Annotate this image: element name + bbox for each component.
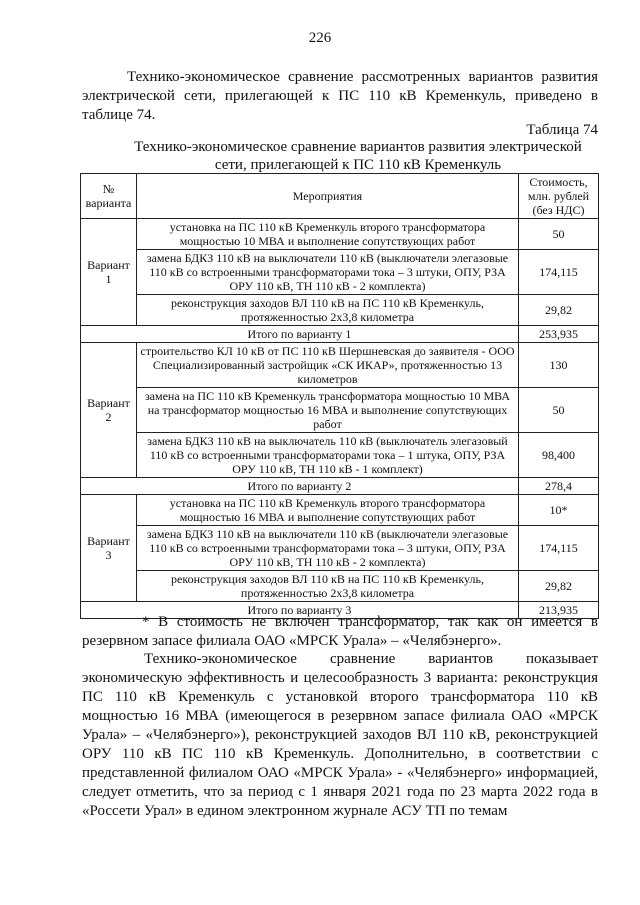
conclusion-paragraph: Технико-экономическое сравнение вариантов показывает экономическую эффективность и целесообразность 3 варианта: реконструкция ПС 110 кВ Кременкуль с установкой второго трансформатора 110 кВ мощностью 16 МВА (имеющегося в резервном запасе филиала ОАО «МРСК Урала» – «Челябэнерго»), реконструкцией заходов ВЛ 110 кВ, реконструкцией ОРУ 110 кВ ПС 110 кВ Кременкуль. Дополнительно, в соответствии с представленной филиалом ОАО «МРСК Урала» - «Челябэнерго» информацией, следует отметить, что за период с 1 января 2021 года по 23 марта 2022 года в «Россети Урал» в едином электронном журнале АСУ ТП по темам	[82, 651, 598, 819]
cost-cell: 29,82	[519, 571, 599, 602]
table-row	[81, 433, 599, 478]
header-cost: Стоимость, млн. рублей (без НДС)	[519, 174, 599, 219]
table-header-row	[81, 174, 599, 219]
cost-cell: 174,115	[519, 526, 599, 571]
header-measures: Мероприятия	[137, 174, 519, 219]
table-row	[81, 388, 599, 433]
total-label: Итого по варианту 3	[81, 602, 519, 619]
header-number: № варианта	[81, 174, 137, 219]
table-row	[81, 526, 599, 571]
table-caption: Технико-экономическое сравнение вариантов развития электрической сети, прилегающей к ПС 110 кВ Кременкуль	[134, 139, 582, 173]
table-row	[81, 250, 599, 295]
table-row	[81, 495, 599, 526]
cost-cell: 50	[519, 388, 599, 433]
table-row	[81, 295, 599, 326]
footnote: * В стоимость не включен трансформатор, так как он имеется в резервном запасе филиала ОАО «МРСК Урала» – «Челябэнерго».	[82, 614, 598, 649]
measure-cell: замена БДКЗ 110 кВ на выключатели 110 кВ (выключатели элегазовые 110 кВ со встроенными трансформаторами тока – 3 штуки, ОПУ, РЗА ОРУ 110 кВ, ТН 110 кВ - 2 комплекта)	[137, 250, 519, 295]
cost-cell: 29,82	[519, 295, 599, 326]
cost-cell: 174,115	[519, 250, 599, 295]
table-label: Таблица 74	[526, 122, 598, 138]
cost-cell: 130	[519, 343, 599, 388]
variant-label: Вариант 1	[81, 219, 137, 326]
page-number: 226	[308, 30, 332, 46]
table-row	[81, 219, 599, 250]
table-row	[81, 343, 599, 388]
total-row	[81, 478, 599, 495]
cost-cell: 50	[519, 219, 599, 250]
total-value: 213,935	[519, 602, 599, 619]
table-row	[81, 571, 599, 602]
measure-cell: реконструкция заходов ВЛ 110 кВ на ПС 110 кВ Кременкуль, протяженностью 2х3,8 километра	[137, 571, 519, 602]
total-label: Итого по варианту 1	[81, 326, 519, 343]
cost-cell: 10*	[519, 495, 599, 526]
measure-cell: замена БДКЗ 110 кВ на выключатели 110 кВ (выключатели элегазовые 110 кВ со встроенными трансформаторами тока – 3 штуки, ОПУ, РЗА ОРУ 110 кВ, ТН 110 кВ - 2 комплекта)	[137, 526, 519, 571]
total-label: Итого по варианту 2	[81, 478, 519, 495]
measure-cell: замена БДКЗ 110 кВ на выключатель 110 кВ (выключатель элегазовый 110 кВ со встроенными трансформаторами тока – 1 штука, ОПУ, РЗА ОРУ 110 кВ, ТН 110 кВ - 1 комплект)	[137, 433, 519, 478]
measure-cell: установка на ПС 110 кВ Кременкуль второго трансформатора мощностью 10 МВА и выполнение сопутствующих работ	[137, 219, 519, 250]
measure-cell: установка на ПС 110 кВ Кременкуль второго трансформатора мощностью 16 МВА и выполнение сопутствующих работ	[137, 495, 519, 526]
total-value: 278,4	[519, 478, 599, 495]
variant-label: Вариант 3	[81, 495, 137, 602]
variant-label: Вариант 2	[81, 343, 137, 478]
comparison-table	[80, 173, 599, 619]
total-row	[81, 326, 599, 343]
measure-cell: строительство КЛ 10 кВ от ПС 110 кВ Шершневская до заявителя - ООО Специализированный застройщик «СК ИКАР», протяженностью 13 километров	[137, 343, 519, 388]
intro-paragraph: Технико-экономическое сравнение рассмотренных вариантов развития электрической сети, прилегающей к ПС 110 кВ Кременкуль, приведено в таблице 74.	[82, 69, 598, 123]
total-value: 253,935	[519, 326, 599, 343]
measure-cell: замена на ПС 110 кВ Кременкуль трансформатора мощностью 10 МВА на трансформатор мощностью 16 МВА и выполнение сопутствующих работ	[137, 388, 519, 433]
cost-cell: 98,400	[519, 433, 599, 478]
measure-cell: реконструкция заходов ВЛ 110 кВ на ПС 110 кВ Кременкуль, протяженностью 2х3,8 километра	[137, 295, 519, 326]
